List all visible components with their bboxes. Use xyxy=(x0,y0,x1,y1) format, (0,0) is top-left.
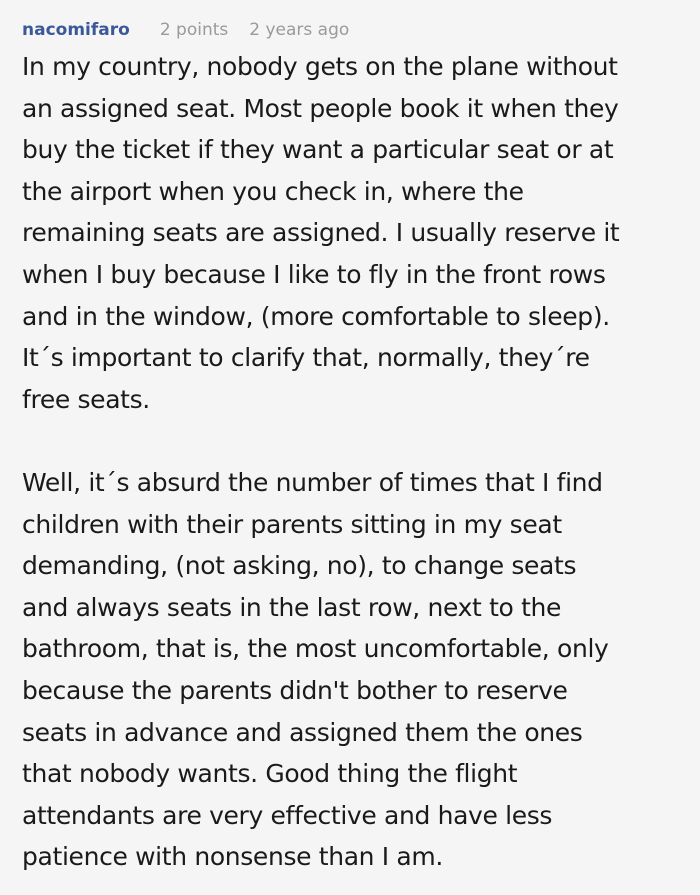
text-line: bathroom, that is, the most uncomfortable, only xyxy=(22,634,609,664)
comment-paragraph-1 xyxy=(22,46,687,420)
text-line: In my country, nobody gets on the plane without xyxy=(22,52,618,81)
comment xyxy=(22,14,687,878)
text-line: patience with nonsense than I am. xyxy=(22,842,443,872)
text-line: Well, it´s absurd the number of times that I find xyxy=(22,467,603,497)
text-line: remaining seats are assigned. I usually reserve it xyxy=(22,218,620,248)
text-line: that nobody wants. Good thing the flight xyxy=(22,759,518,789)
text-line: because the parents didn't bother to reserve xyxy=(22,675,568,705)
text-line: the airport when you check in, where the xyxy=(22,176,524,206)
text-line: and in the window, (more comfortable to sleep). xyxy=(22,301,610,331)
timestamp: 2 years ago xyxy=(249,20,350,40)
text-line: and always seats in the last row, next to the xyxy=(22,592,562,622)
text-line: demanding, (not asking, no), to change seats xyxy=(22,551,577,581)
text-line: an assigned seat. Most people book it when they xyxy=(22,93,619,123)
text-line: seats in advance and assigned them the ones xyxy=(22,717,583,747)
text-line: It´s important to clarify that, normally, they´re xyxy=(22,343,590,373)
text-line: attendants are very effective and have less xyxy=(22,800,553,830)
text-line: children with their parents sitting in my seat xyxy=(22,509,562,539)
comment-meta xyxy=(22,14,687,46)
comment-paragraph-2 xyxy=(22,462,687,878)
text-line: buy the ticket if they want a particular seat or at xyxy=(22,135,614,165)
comment-body xyxy=(22,46,687,878)
text-line: free seats. xyxy=(22,384,150,414)
username-link[interactable]: nacomifaro xyxy=(22,20,130,40)
paragraph-gap xyxy=(22,420,687,462)
text-line: when I buy because I like to fly in the front rows xyxy=(22,259,606,289)
points-count: 2 points xyxy=(159,20,229,40)
